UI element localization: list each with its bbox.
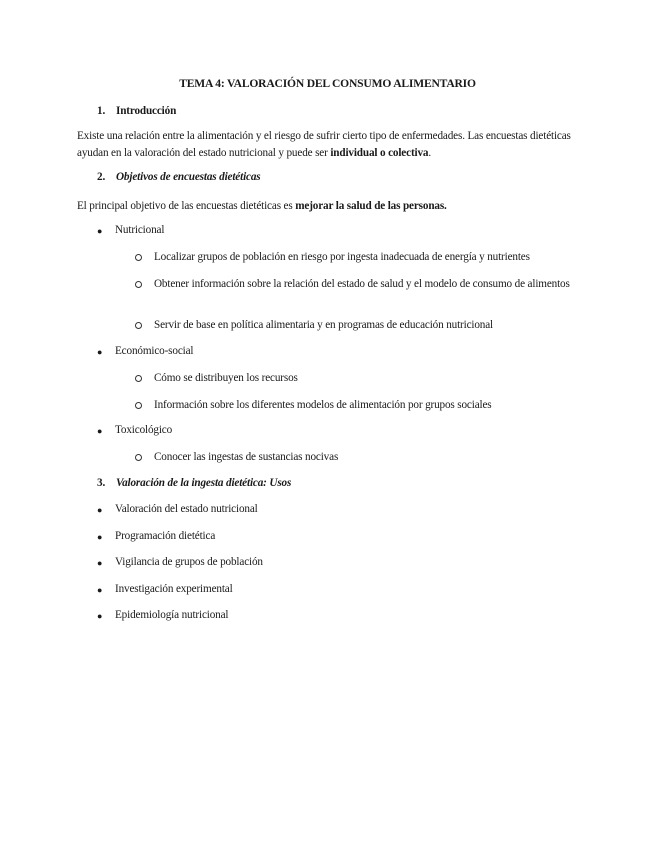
- objective-group-label: Toxicológico: [115, 424, 173, 436]
- bullet-circle-icon: [135, 254, 142, 261]
- section-title: Valoración de la ingesta dietética: Usos: [116, 477, 292, 489]
- list-item: Cómo se distribuyen los recursos: [154, 372, 298, 384]
- section-number: 3.: [97, 477, 106, 489]
- list-item: Programación dietética: [115, 530, 216, 542]
- intro-paragraph: [77, 128, 582, 162]
- bullet-circle-icon: [135, 322, 142, 329]
- list-item: Obtener información sobre la relación del estado de salud y el modelo de consumo de alimentos: [154, 278, 570, 290]
- section-heading-objetivos: [97, 171, 261, 183]
- list-item: Información sobre los diferentes modelos de alimentación por grupos sociales: [154, 399, 492, 411]
- section-title: Introducción: [116, 105, 177, 117]
- intro-emphasis: individual o colectiva: [330, 147, 429, 159]
- section-number: 2.: [97, 171, 106, 183]
- bullet-circle-icon: [135, 454, 142, 461]
- bullet-disc-icon: ●: [97, 505, 103, 515]
- section-heading-introduccion: [97, 105, 176, 117]
- list-item: Conocer las ingestas de sustancias nocivas: [154, 451, 339, 463]
- bullet-disc-icon: ●: [97, 426, 103, 436]
- list-item: Valoración del estado nutricional: [115, 503, 258, 515]
- document-title: TEMA 4: VALORACIÓN DEL CONSUMO ALIMENTARIO: [179, 77, 476, 90]
- objective-emphasis: mejorar la salud de las personas.: [295, 200, 447, 212]
- list-item: Epidemiología nutricional: [115, 609, 229, 621]
- bullet-disc-icon: ●: [97, 558, 103, 568]
- list-item: Investigación experimental: [115, 583, 233, 595]
- bullet-disc-icon: ●: [97, 347, 103, 357]
- bullet-circle-icon: [135, 375, 142, 382]
- intro-text: Existe una relación entre la alimentación y el riesgo de sufrir cierto tipo de enfermedades. Las encuestas dietéticas ayudan en la valoración del estado nutricional y puede ser: [77, 130, 571, 159]
- list-item: Servir de base en política alimentaria y en programas de educación nutricional: [154, 319, 494, 331]
- bullet-disc-icon: ●: [97, 585, 103, 595]
- list-item: Vigilancia de grupos de población: [115, 556, 263, 568]
- bullet-disc-icon: ●: [97, 226, 103, 236]
- bullet-circle-icon: [135, 281, 142, 288]
- section-heading-usos: [97, 477, 291, 489]
- section-title: Objetivos de encuestas dietéticas: [116, 171, 261, 183]
- bullet-disc-icon: ●: [97, 532, 103, 542]
- objective-group-label: Nutricional: [115, 224, 165, 236]
- section-number: 1.: [97, 105, 106, 117]
- objective-group-label: Económico-social: [115, 345, 194, 357]
- bullet-circle-icon: [135, 402, 142, 409]
- bullet-disc-icon: ●: [97, 611, 103, 621]
- list-item: Localizar grupos de población en riesgo por ingesta inadecuada de energía y nutrientes: [154, 251, 530, 263]
- objective-paragraph: [77, 198, 582, 215]
- objective-text: El principal objetivo de las encuestas dietéticas es: [77, 200, 296, 212]
- intro-period: .: [428, 147, 432, 159]
